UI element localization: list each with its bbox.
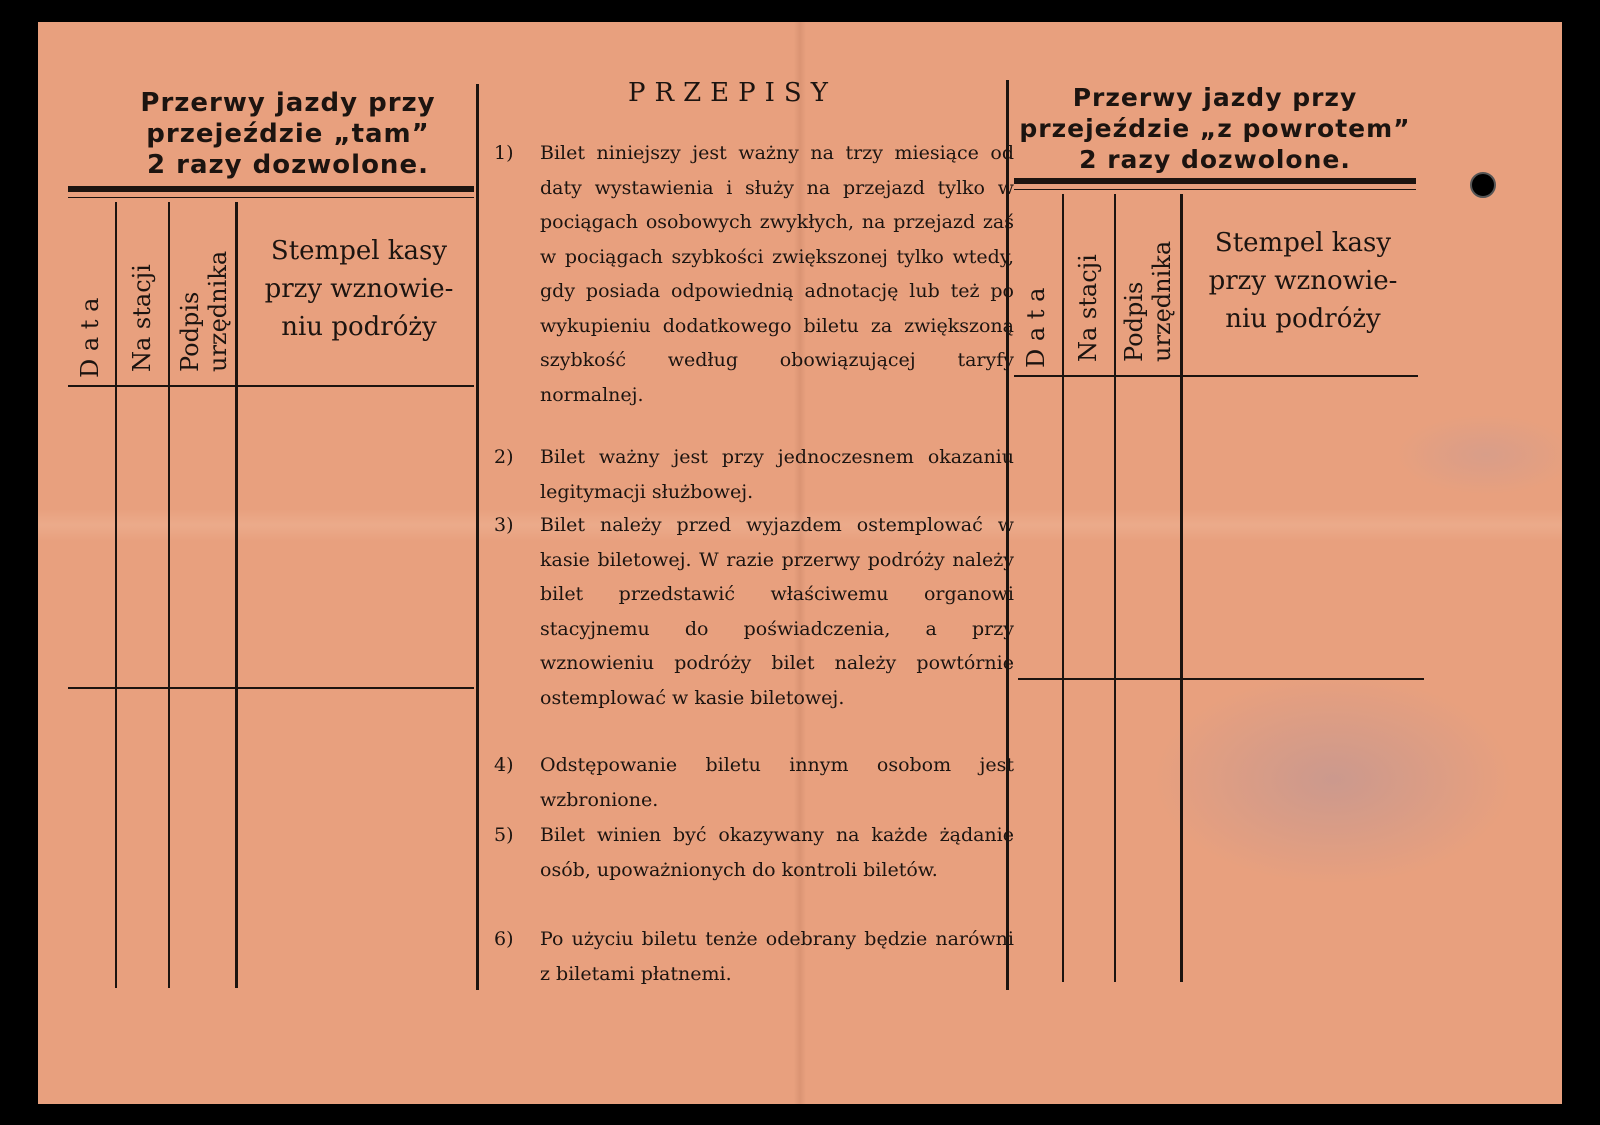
right-heading-line-2: przejeździe „z powrotem”	[1019, 114, 1411, 143]
right-col-station: Na stacji	[1074, 254, 1102, 362]
rule-2	[494, 440, 1014, 509]
left-col-line-1	[115, 202, 117, 988]
rule-4-number: 4)	[494, 754, 514, 776]
rule-1	[494, 136, 1014, 412]
left-row-line-1	[68, 385, 474, 387]
right-row-line-2	[1018, 678, 1424, 680]
rule-2-text: Bilet ważny jest przy jednoczesnem okazaniu legitymacji służbowej.	[540, 446, 1014, 503]
left-col-line-2	[168, 202, 170, 988]
rule-1-text: Bilet niniejszy jest ważny na trzy miesiące od daty wystawienia i służy na przejazd tylko w pociągach osobowych zwykłych, na przejazd zaś w pociągach szybkości zwiększonej tylko wtedy, gdy posiada odpowiednią adnotację lub też po wykupieniu dodatkowego biletu za zwiększoną szybkość według obowiązującej taryfy normalnej.	[540, 142, 1014, 406]
punch-hole	[1470, 172, 1496, 198]
left-stamp-line-3: niu podróży	[281, 312, 437, 342]
right-stamp-line-3: niu podróży	[1225, 304, 1381, 334]
right-row-line-1	[1014, 375, 1418, 377]
left-col-station: Na stacji	[128, 264, 156, 372]
left-stamp-label	[244, 232, 474, 346]
left-col-date: D a t a	[76, 297, 104, 378]
center-left-divider	[476, 84, 479, 990]
ticket-back	[38, 22, 1562, 1104]
right-heading-rule-thin	[1014, 189, 1416, 190]
right-stamp-label	[1186, 224, 1420, 338]
right-heading-rule	[1014, 178, 1416, 184]
left-heading	[78, 88, 498, 181]
rule-2-number: 2)	[494, 446, 514, 468]
rule-3-text: Bilet należy przed wyjazdem ostemplować w kasie biletowej. W razie przerwy podróży należy bilet przedstawić właściwemu organowi stacyjnemu do poświadczenia, a przy wznowieniu podróży bilet należy powtórnie ostemplować w kasie biletowej.	[540, 514, 1014, 709]
left-heading-line-3: 2 razy dozwolone.	[147, 150, 429, 180]
right-col-date: D a t a	[1022, 287, 1050, 368]
right-col-line-2	[1114, 194, 1116, 982]
regulations-title: PRZEPISY	[628, 78, 837, 108]
left-stamp-line-2: przy wznowie-	[264, 274, 454, 304]
right-col-line-3	[1180, 194, 1183, 982]
left-heading-rule-thin	[68, 197, 474, 198]
left-stamp-line-1: Stempel kasy	[270, 236, 448, 266]
rule-4	[494, 748, 1014, 817]
rule-5-text: Bilet winien być okazywany na każde żądanie osób, upoważnionych do kontroli biletów.	[540, 824, 1014, 881]
rule-4-text: Odstępowanie biletu innym osobom jest wzbronione.	[540, 754, 1014, 811]
right-heading-line-3: 2 razy dozwolone.	[1079, 145, 1351, 174]
left-col-signature: Podpis urzędnika	[176, 250, 232, 372]
rule-3	[494, 508, 1014, 715]
rule-6	[494, 922, 1014, 991]
rule-6-text: Po użyciu biletu tenże odebrany będzie narówni z biletami płatnemi.	[540, 928, 1014, 985]
left-heading-line-2: przejeździe „tam”	[146, 119, 430, 149]
right-col-signature: Podpis urzędnika	[1120, 240, 1176, 362]
rule-3-number: 3)	[494, 514, 514, 536]
rule-6-number: 6)	[494, 928, 514, 950]
left-row-line-2	[68, 687, 474, 689]
right-stamp-line-2: przy wznowie-	[1208, 266, 1398, 296]
right-col-line-1	[1062, 194, 1064, 982]
right-heading	[1010, 82, 1420, 175]
rule-1-number: 1)	[494, 142, 514, 164]
rule-5	[494, 818, 1014, 887]
left-heading-line-1: Przerwy jazdy przy	[140, 88, 436, 118]
rule-5-number: 5)	[494, 824, 514, 846]
left-col-line-3	[235, 202, 238, 988]
right-heading-line-1: Przerwy jazdy przy	[1072, 83, 1358, 112]
right-stamp-line-1: Stempel kasy	[1214, 228, 1392, 258]
left-heading-rule	[68, 186, 474, 192]
